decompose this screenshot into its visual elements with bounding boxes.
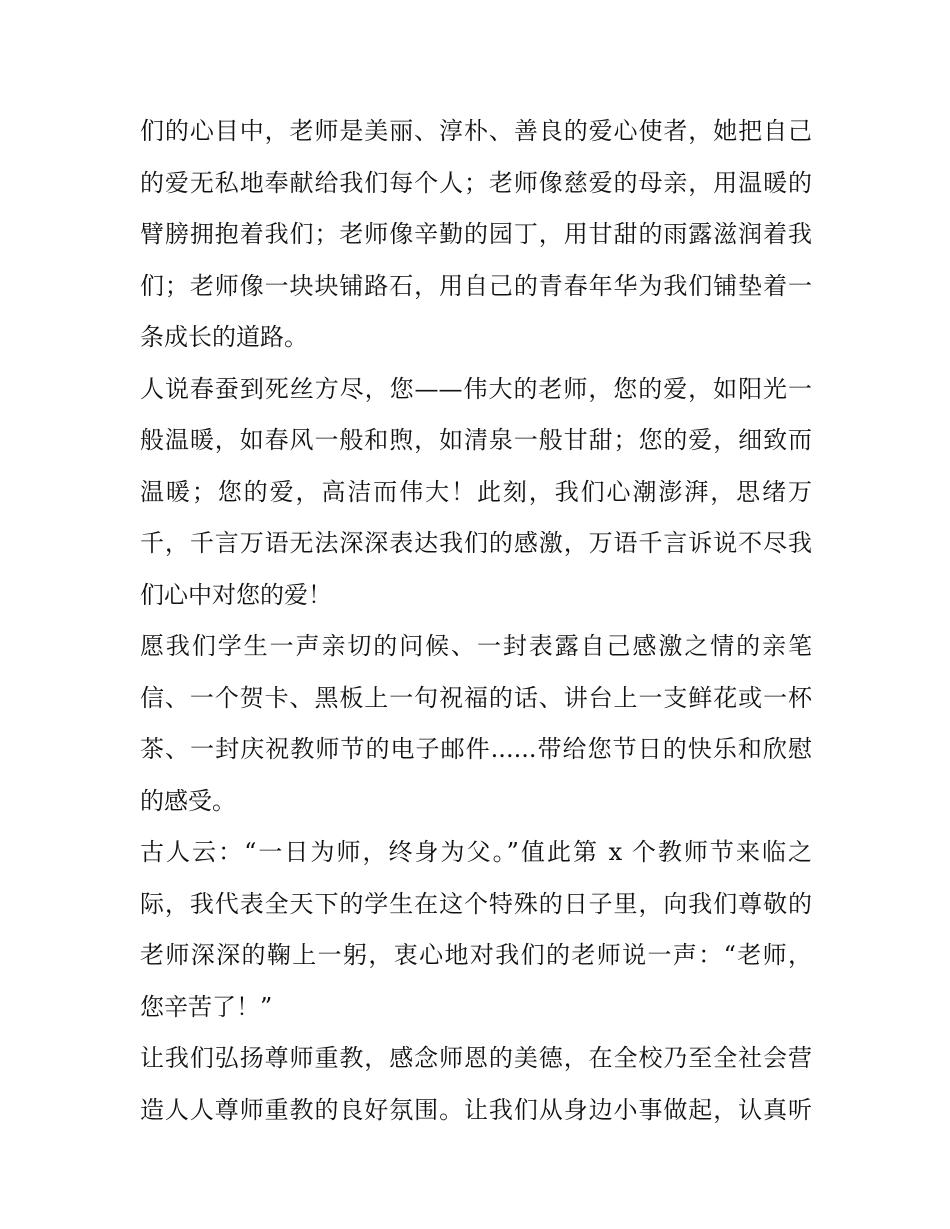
text-line: 般温暖，如春风一般和煦，如清泉一般甘甜；您的爱，细致而 [140, 426, 812, 454]
text-line: 臂膀拥抱着我们；老师像辛勤的园丁，用甘甜的雨露滋润着我 [140, 220, 812, 248]
text-line: 信、一个贺卡、黑板上一句祝福的话、讲台上一支鲜花或一杯 [140, 683, 812, 712]
text-line: 们心中对您的爱！ [140, 580, 332, 609]
text-line: 条成长的道路。 [140, 323, 308, 351]
text-line: 茶、一封庆祝教师节的电子邮件......带给您节日的快乐和欣慰 [140, 735, 812, 763]
text-line: 造人人尊师重教的良好氛围。让我们从身边小事做起，认真听 [140, 1095, 812, 1124]
text-line: 们的心目中，老师是美丽、淳朴、善良的爱心使者，她把自己 [140, 117, 812, 145]
text-line: 温暖；您的爱，高洁而伟大！此刻，我们心潮澎湃，思绪万 [140, 477, 812, 506]
text-line: 老师深深的鞠上一躬，衷心地对我们的老师说一声：“老师， [140, 941, 812, 969]
text-line: 们；老师像一块块铺路石，用自己的青春年华为我们铺垫着一 [140, 271, 812, 300]
body-text [140, 106, 812, 1136]
text-line: 的感受。 [140, 786, 236, 815]
text-line: 您辛苦了！” [140, 992, 273, 1021]
text-line: 人说春蚕到死丝方尽，您——伟大的老师，您的爱，如阳光一 [140, 374, 812, 403]
text-line: 古人云：“一日为师，终身为父。”值此第 x 个教师节来临之 [140, 838, 812, 866]
text-line: 际，我代表全天下的学生在这个特殊的日子里，向我们尊敬的 [140, 889, 812, 918]
text-line: 的爱无私地奉献给我们每个人；老师像慈爱的母亲，用温暖的 [140, 168, 812, 197]
text-line: 让我们弘扬尊师重教，感念师恩的美德，在全校乃至全社会营 [140, 1044, 812, 1072]
text-line: 愿我们学生一声亲切的问候、一封表露自己感激之情的亲笔 [140, 632, 812, 660]
text-line: 千，千言万语无法深深表达我们的感激，万语千言诉说不尽我 [140, 529, 812, 557]
